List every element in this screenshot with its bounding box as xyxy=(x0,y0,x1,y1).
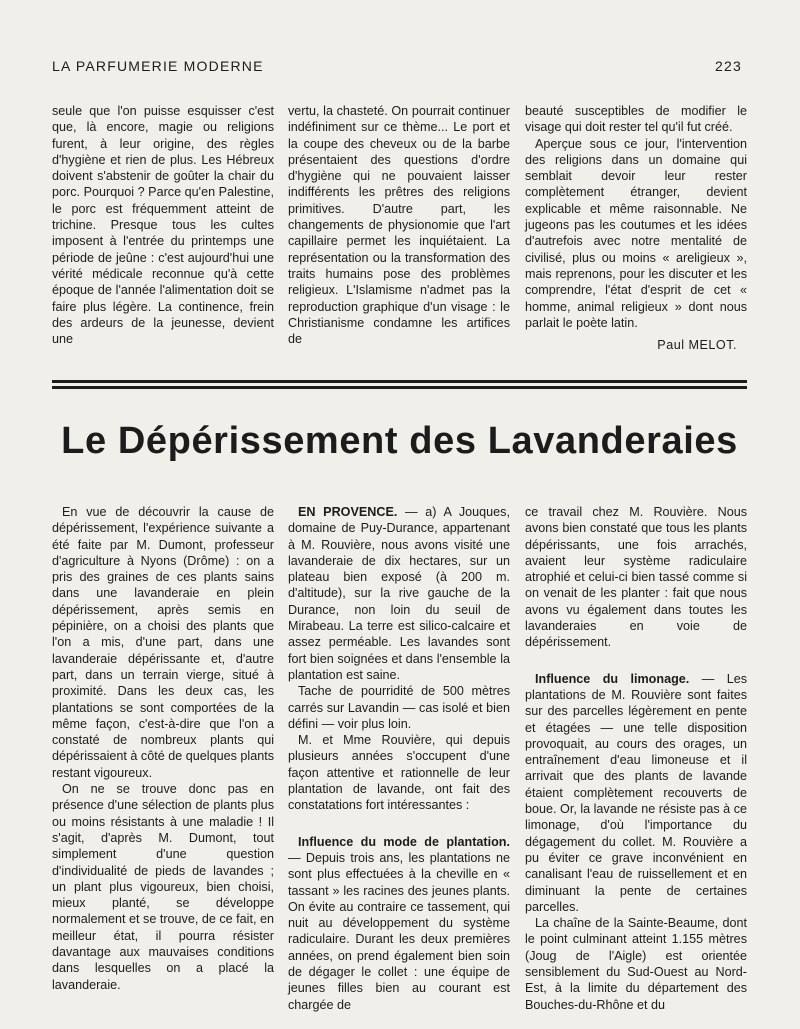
paragraph xyxy=(288,834,510,1013)
paragraph: La chaîne de la Sainte-Beaume, dont le point culminant atteint 1.155 mètres (Joug de l'Aigle) est orientée sensiblement du Sud-Ouest au Nord-Est, à la limite du département des Bouches-du-Rhône et du xyxy=(525,916,747,1012)
journal-title: LA PARFUMERIE MODERNE xyxy=(52,58,264,74)
paragraph: Aperçue sous ce jour, l'intervention des religions dans un domaine qui semblait devoir leur rester complètement étranger, devient explicable et même raisonnable. Ne jugeons pas les coutumes et les idées d'autrefois avec notre mentalité de civilisé, plus ou moins « areligieux », mais reprenons, pour les discuter et les comprendre, l'état d'esprit de cet « homme, animal religieux » dont nous parlait le poète latin. xyxy=(525,136,747,330)
article-title: Le Dépérissement des Lavanderaies xyxy=(61,420,738,462)
paragraph: On ne se trouve donc pas en présence d'une sélection de plants plus ou moins résistants à une maladie ! Il s'agit, d'après M. Dumont, tout simplement d'une question d'individualité de pieds de lavandes ; un plant plus vigoureux, bien choisi, mieux planté, se développe normalement et se trouve, de ce fait, en meilleur état, il pourra résister davantage aux mauvaises conditions dans lesquelles on a placé la lavanderaie. xyxy=(52,782,274,992)
article-column-3 xyxy=(525,504,747,1013)
subsection-heading: Influence du limonage. xyxy=(535,671,690,686)
top-column-3 xyxy=(525,103,747,353)
divider-line xyxy=(52,386,747,389)
article-column-2 xyxy=(288,504,510,1013)
section-divider xyxy=(52,380,747,392)
paragraph: vertu, la chasteté. On pourrait continuer indéfiniment sur ce thème... Le port et la coupe des cheveux ou de la barbe présentaient des questions d'ordre d'hygiène qui ne pouvaient laisser indifférents les prêtres des religions primitives. D'autre part, les changements de physionomie que l'art capillaire permet les inquiétaient. La représentation ou la transformation des traits humains pose des problèmes religieux. L'Islamisme n'admet pas la reproduction graphique d'un visage : le Christianisme condamne les artifices de xyxy=(288,104,510,347)
subsection-heading: Influence du mode de plantation. xyxy=(298,834,510,849)
top-column-1 xyxy=(52,103,274,347)
paragraph: En vue de découvrir la cause de dépérissement, l'expérience suivante a été faite par M. Dumont, professeur d'agriculture à Nyons (Drôme) : on a pris des graines de ces plants sains dans une lavanderaie en plein dépérissement, après semis en pépinière, on a choisi des plants que l'on a mis, d'une part, dans une lavanderaie dépérissante et, d'autre part, dans un terrain vierge, situé à proximité. Dans les deux cas, les plantations se sont comportées de la même façon, c'est-à-dire que l'on a constaté de nombreux plants qui dépérissaient à côté de quelques plants restant vigoureux. xyxy=(52,505,274,780)
author-signature: Paul MELOT. xyxy=(657,338,737,353)
top-column-2 xyxy=(288,103,510,347)
running-head xyxy=(52,58,742,74)
page-number: 223 xyxy=(715,58,742,74)
paragraph: ce travail chez M. Rouvière. Nous avons bien constaté que tous les plants dépérissants, une fois arrachés, avaient leur système radiculaire atrophié et celui-ci bien tassé comme si on venait de les planter : fait que nous avons vu également dans toutes les lavanderaies en voie de dépérissement. xyxy=(525,505,747,650)
paragraph: beauté susceptibles de modifier le visage qui doit rester tel qu'il fut créé. xyxy=(525,104,747,135)
section-heading: EN PROVENCE. xyxy=(298,505,398,519)
paragraph: seule que l'on puisse esquisser c'est que, là encore, magie ou religions furent, à leur origine, des règles d'hygiène et rien de plus. Les Hébreux doivent s'abstenir de goûter la chair du porc. Pourquoi ? Parce qu'en Palestine, le porc est fréquemment atteint de trichine. Presque tous les cultes imposent à l'entrée du printemps une période de jeûne : c'est aujourd'hui une vérité médicale reconnue qu'à cette époque de l'année l'alimentation doit se faire plus légère. La continence, frein des ardeurs de la jeunesse, devient une xyxy=(52,104,274,347)
paragraph xyxy=(288,504,510,683)
paragraph: Tache de pourridité de 500 mètres carrés sur Lavandin — cas isolé et bien défini — voir plus loin. xyxy=(288,684,510,731)
paragraph-text: — Depuis trois ans, les plantations ne sont plus effectuées à la cheville en « tassant » les racines des jeunes plants. On évite au contraire ce tassement, qui nuit au développement du système radiculaire. Durant les deux premières années, on prend également bien soin de dégager le collet : une équipe de jeunes filles bien au courant est chargée de xyxy=(288,850,510,1012)
divider-line xyxy=(52,380,747,383)
paragraph-text: — a) A Jouques, domaine de Puy-Durance, appartenant à M. Rouvière, nous avons visité une lavanderaie de dix hectares, sur un plateau bien exposé (à 200 m. d'altitude), sur la rive gauche de la Durance, non loin du seuil de Mirabeau. La terre est silico-calcaire et assez perméable. Les lavandes sont fort bien soignées et dans l'ensemble la plantation est saine. xyxy=(288,505,510,682)
article-column-1 xyxy=(52,504,274,993)
paragraph: M. et Mme Rouvière, qui depuis plusieurs années s'occupent d'une façon attentive et rationnelle de leur plantation de lavande, ont fait des constatations fort intéressantes : xyxy=(288,733,510,813)
paragraph-text: — Les plantations de M. Rouvière sont faites sur des parcelles légèrement en pente et étagées — une telle disposition provoquait, au cours des orages, un entraînement d'eau limoneuse et il arrivait que des plants de lavande étaient complètement recouverts de boue. Or, la lavande ne résiste pas à ce limonage, d'où l'importance du dégagement du collet. M. Rouvière a pu éviter ce grave inconvénient en canalisant l'eau de ruissellement et en diminuant la pente de certaines parcelles. xyxy=(525,671,747,914)
paragraph xyxy=(525,671,747,915)
